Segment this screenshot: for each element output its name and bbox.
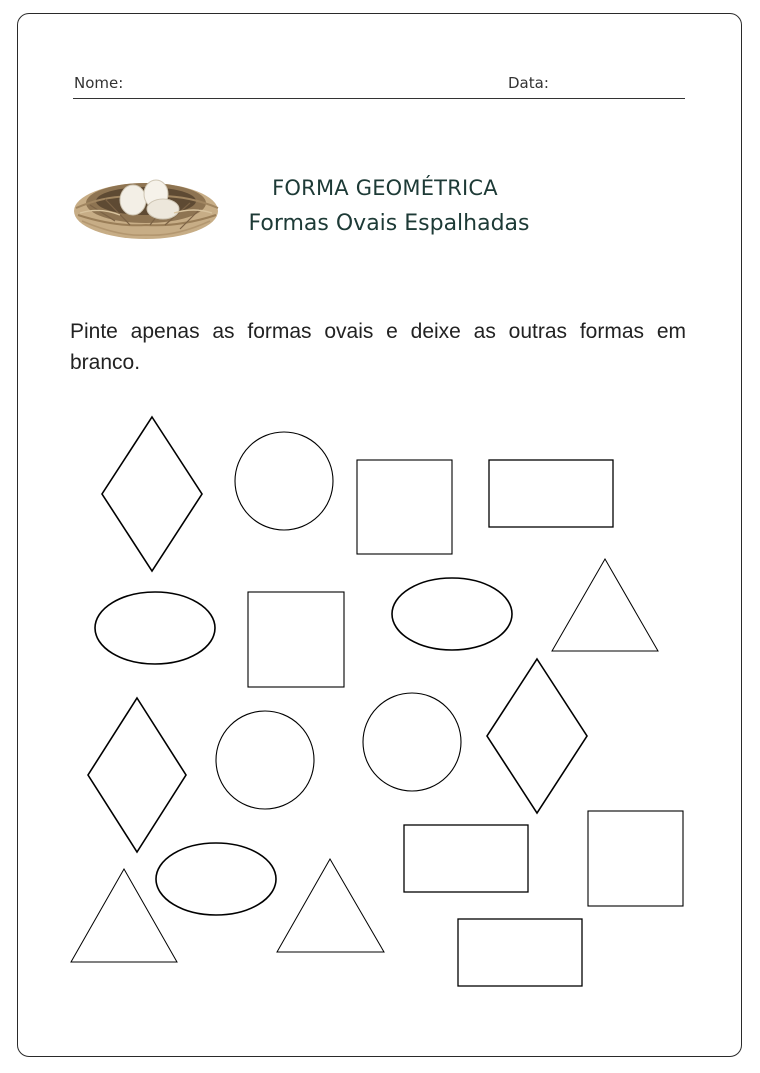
rhombus-shape: [487, 659, 587, 813]
square-shape: [588, 811, 683, 906]
triangle-shape: [277, 859, 384, 952]
worksheet-subtitle: Formas Ovais Espalhadas: [248, 211, 530, 236]
triangle-shape: [552, 559, 658, 651]
rectangle-shape: [489, 460, 613, 527]
square-shape: [357, 460, 452, 554]
circle-shape: [363, 693, 461, 791]
triangle-shape: [71, 869, 177, 962]
rhombus-shape: [88, 698, 186, 852]
rectangle-shape: [404, 825, 528, 892]
instruction-text: Pinte apenas as formas ovais e deixe as outras formas em branco.: [70, 320, 686, 374]
date-label: Data:: [508, 74, 549, 92]
oval-shape: [156, 843, 276, 915]
oval-shape: [95, 592, 215, 664]
circle-shape: [216, 711, 314, 809]
name-label: Nome:: [74, 74, 124, 92]
rhombus-shape: [102, 417, 202, 571]
rectangle-shape: [458, 919, 582, 986]
oval-shape: [392, 578, 512, 650]
circle-shape: [235, 432, 333, 530]
square-shape: [248, 592, 344, 687]
worksheet-title: FORMA GEOMÉTRICA: [272, 176, 498, 200]
